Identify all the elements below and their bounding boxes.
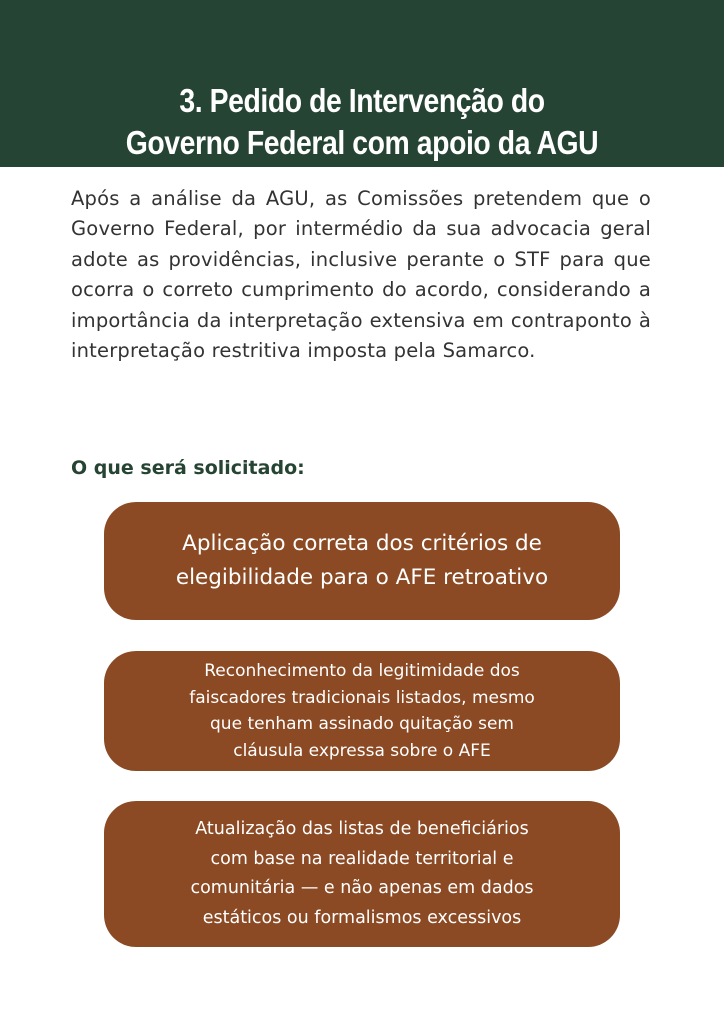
request-3-line-3: comunitária — e não apenas em dados <box>190 878 534 898</box>
page-title-line-1: 3. Pedido de Intervenção do <box>179 82 545 119</box>
request-3-line-2: com base na realidade territorial e <box>210 848 514 869</box>
requests-heading: O que será solicitado: <box>71 457 305 479</box>
request-1-line-1: Aplicação correta dos critérios de <box>182 531 542 556</box>
body-paragraph: Após a análise da AGU, as Comissões pretendem que o Governo Federal, por intermédio da sua advocacia geral adote as providências, inclusive perante o STF para que ocorra o correto cumprimento do acordo, considerando a importância da interpretação extensiva em contraponto à interpretação restritiva imposta pela Samarco. <box>71 187 651 363</box>
request-card-2 <box>104 651 620 771</box>
page-header <box>0 0 724 167</box>
request-text-1 <box>176 527 548 595</box>
request-2-line-3: que tenham assinado quitação sem <box>210 714 514 734</box>
request-2-line-1: Reconhecimento da legitimidade dos <box>204 661 520 681</box>
page-title-line-2: Governo Federal com apoio da AGU <box>125 124 599 161</box>
page-title <box>51 80 674 164</box>
request-3-line-4: estáticos ou formalismos excessivos <box>202 907 522 928</box>
request-card-3 <box>104 801 620 947</box>
request-3-line-1: Atualização das listas de beneficiários <box>195 819 529 839</box>
request-text-2 <box>189 658 535 764</box>
request-1-line-2: elegibilidade para o AFE retroativo <box>175 565 549 590</box>
request-2-line-2: faiscadores tradicionais listados, mesmo <box>189 687 535 708</box>
request-text-3 <box>190 815 533 933</box>
request-2-line-4: cláusula expressa sobre o AFE <box>233 740 491 761</box>
request-card-1 <box>104 502 620 620</box>
